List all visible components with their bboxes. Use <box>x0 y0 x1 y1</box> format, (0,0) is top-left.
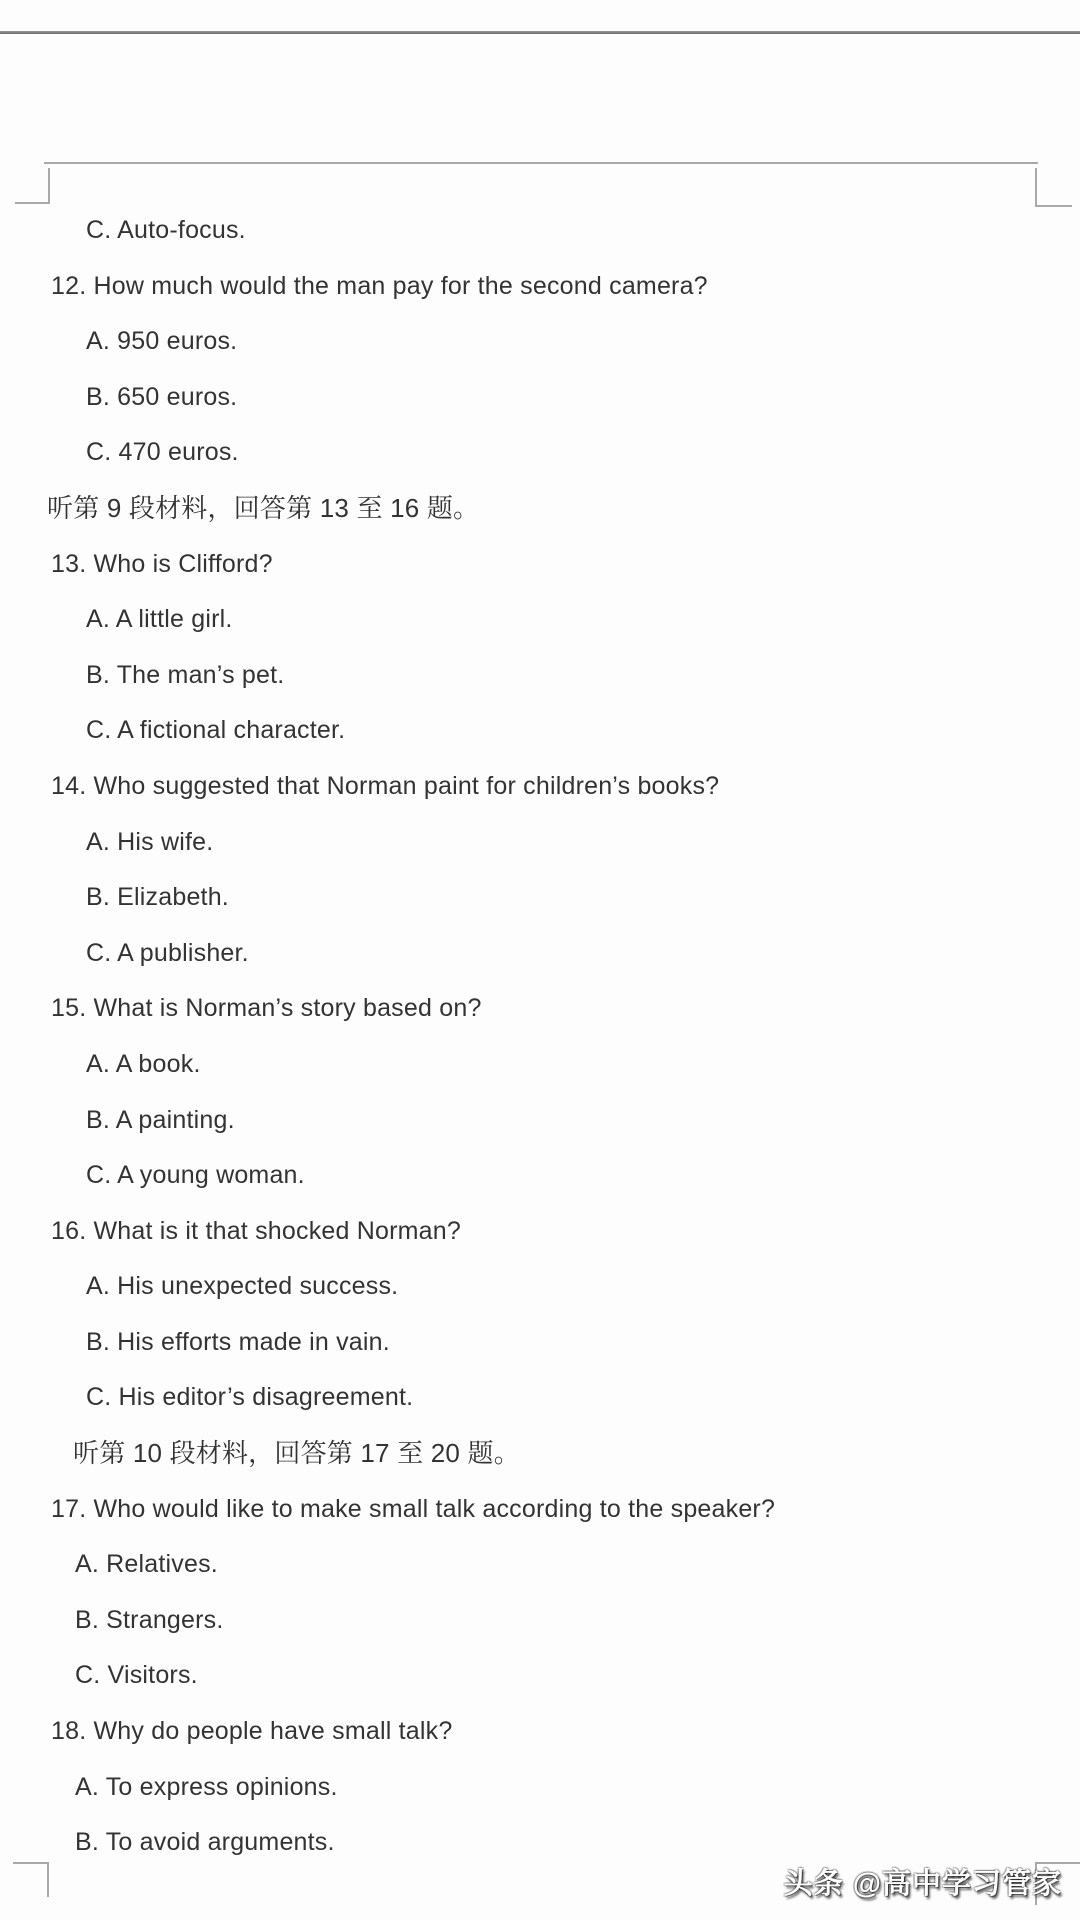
section-instruction-line: 听第 9 段材料，回答第 13 至 16 题。 <box>47 492 480 523</box>
question-line-14: 14. Who suggested that Norman paint for children’s books? <box>51 771 720 800</box>
text-margin-line <box>44 162 1038 164</box>
option-line: A. To express opinions. <box>75 1772 338 1801</box>
option-line: B. A painting. <box>86 1105 235 1134</box>
option-line: C. Visitors. <box>75 1661 198 1690</box>
question-line-12: 12. How much would the man pay for the second camera? <box>51 271 708 300</box>
option-line: A. A book. <box>86 1049 201 1078</box>
option-line: C. A young woman. <box>86 1161 305 1190</box>
option-line: A. His wife. <box>86 827 214 856</box>
option-line: C. His editor’s disagreement. <box>86 1383 414 1412</box>
page-separator-line <box>0 31 1080 34</box>
option-line: B. His efforts made in vain. <box>86 1327 390 1356</box>
option-line: A. Relatives. <box>75 1550 218 1579</box>
option-line: B. 650 euros. <box>86 382 238 411</box>
section-instruction-line: 听第 10 段材料，回答第 17 至 20 题。 <box>73 1438 520 1469</box>
option-line: C. Auto-focus. <box>86 216 246 244</box>
option-line: B. Strangers. <box>75 1605 224 1634</box>
question-line-17: 17. Who would like to make small talk according to the speaker? <box>51 1494 776 1523</box>
option-line: C. 470 euros. <box>86 438 239 467</box>
option-line: C. A publisher. <box>86 938 249 967</box>
option-line: B. Elizabeth. <box>86 883 229 912</box>
question-line-13: 13. Who is Clifford? <box>51 549 273 578</box>
option-line: A. His unexpected success. <box>86 1272 399 1301</box>
option-line: C. A fictional character. <box>86 716 346 745</box>
option-line: B. To avoid arguments. <box>75 1828 335 1857</box>
option-line: A. A little girl. <box>86 605 233 634</box>
option-line: A. 950 euros. <box>86 327 238 356</box>
question-line-18: 18. Why do people have small talk? <box>51 1717 453 1746</box>
question-line-16: 16. What is it that shocked Norman? <box>51 1216 461 1245</box>
toutiao-watermark: 头条 @高中学习管家 <box>783 1868 1062 1900</box>
option-line: B. The man’s pet. <box>86 660 285 689</box>
question-line-15: 15. What is Norman’s story based on? <box>51 994 482 1023</box>
test-question-list <box>0 203 1080 1871</box>
margin-corner-mark-top-left <box>15 168 50 204</box>
margin-corner-mark-top-right <box>1035 168 1072 207</box>
